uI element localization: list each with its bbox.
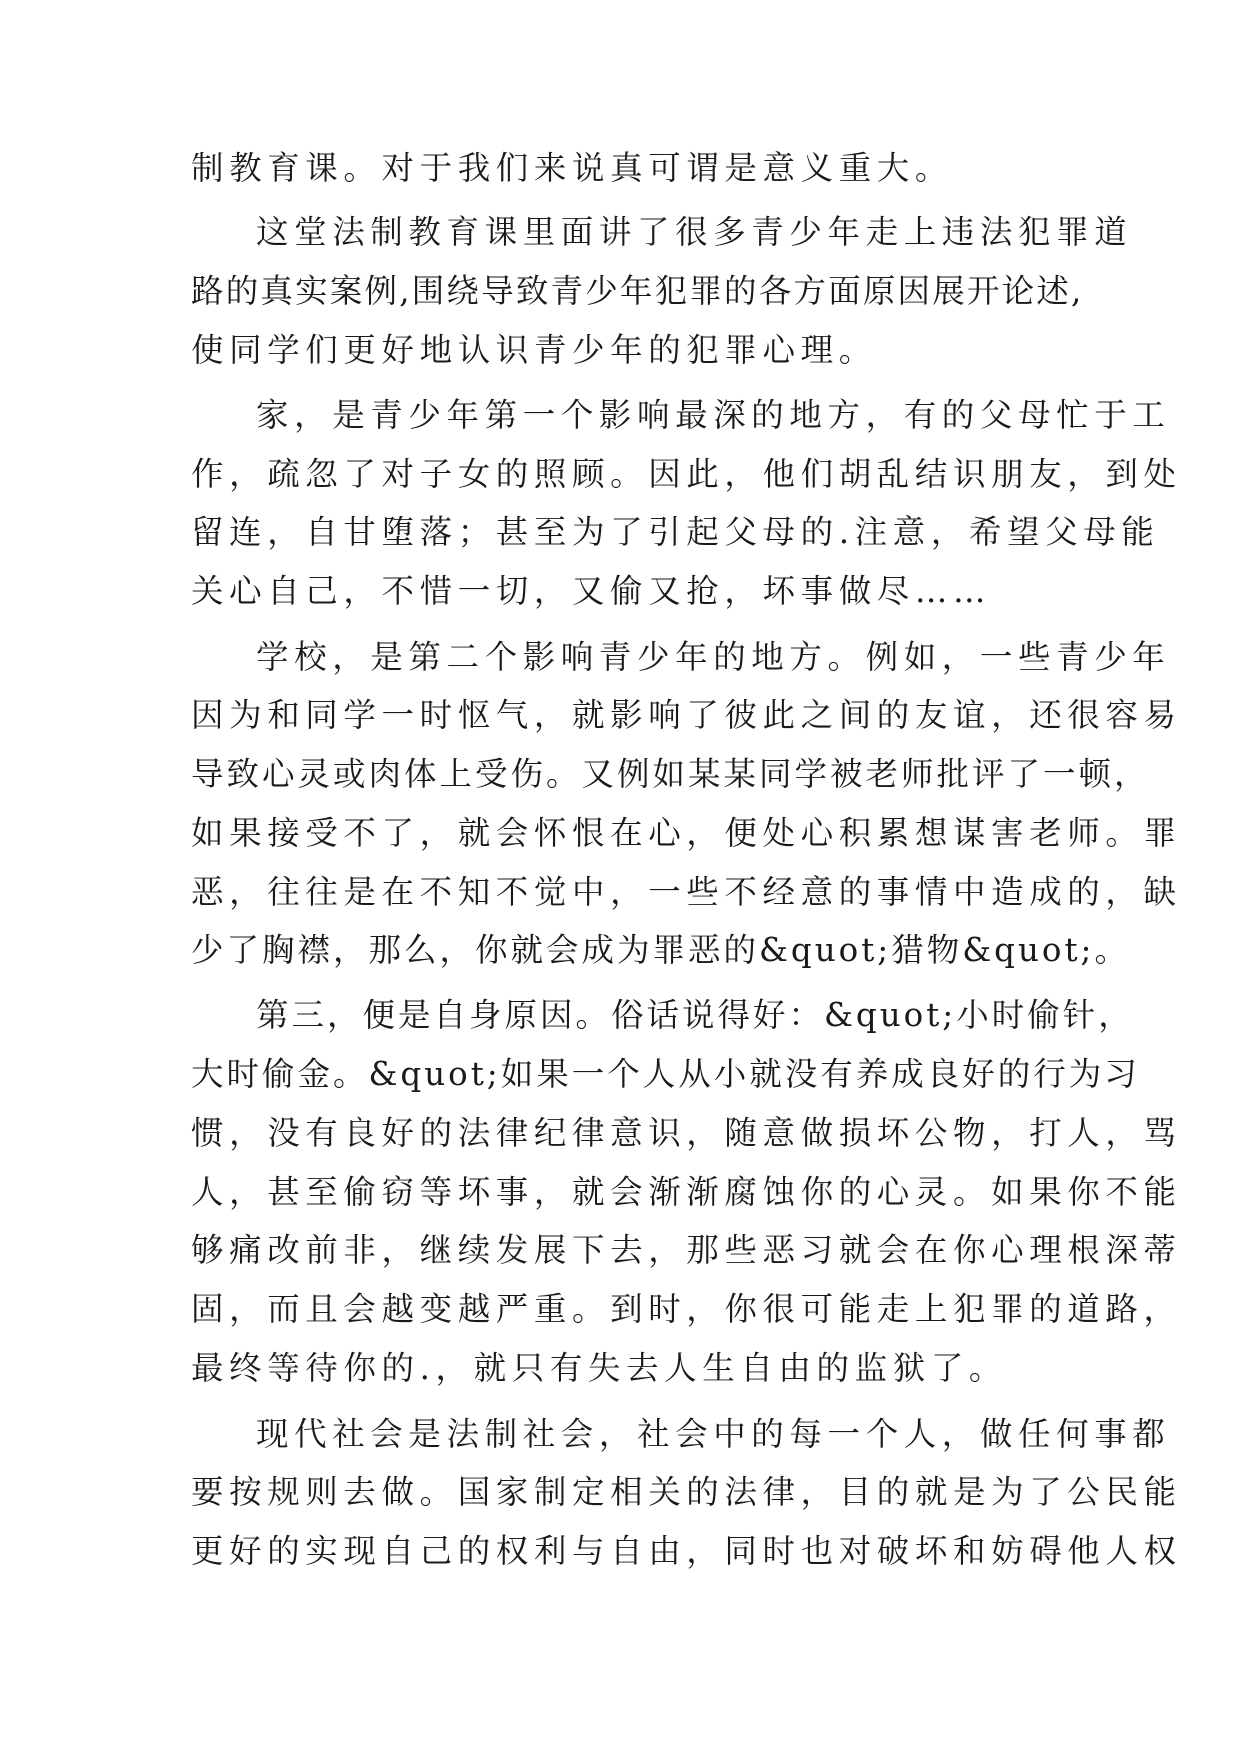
paragraph-line: 现代社会是法制社会，社会中的每一个人，做任何事都	[256, 1415, 1171, 1453]
paragraph-line: 导致心灵或肉体上受伤。又例如某某同学被老师批评了一顿，	[191, 755, 1150, 793]
paragraph-line: 惯，没有良好的法律纪律意识，随意做损坏公物，打人，骂	[191, 1114, 1182, 1152]
paragraph-line: 使同学们更好地认识青少年的犯罪心理。	[191, 331, 877, 369]
paragraph-line: 要按规则去做。国家制定相关的法律，目的就是为了公民能	[191, 1473, 1182, 1511]
paragraph-line: 最终等待你的.，就只有失去人生自由的监狱了。	[191, 1349, 1008, 1387]
paragraph-line: 家，是青少年第一个影响最深的地方，有的父母忙于工	[256, 396, 1171, 434]
paragraph-line: 留连，自甘堕落；甚至为了引起父母的.注意，希望父母能	[191, 513, 1160, 551]
paragraph-line: 制教育课。对于我们来说真可谓是意义重大。	[191, 149, 954, 187]
paragraph-line: 作，疏忽了对子女的照顾。因此，他们胡乱结识朋友，到处	[191, 455, 1182, 493]
paragraph-line: 够痛改前非，继续发展下去，那些恶习就会在你心理根深蒂	[191, 1231, 1182, 1269]
paragraph-line: 关心自己，不惜一切，又偷又抢，坏事做尽……	[191, 572, 992, 610]
paragraph-line: 少了胸襟，那么，你就会成为罪恶的&quot;猎物&quot;。	[191, 931, 1130, 969]
paragraph-line: 第三，便是自身原因。俗话说得好：&quot;小时偷针，	[256, 996, 1134, 1034]
paragraph-line: 这堂法制教育课里面讲了很多青少年走上违法犯罪道	[256, 213, 1133, 251]
paragraph-line: 如果接受不了，就会怀恨在心，便处心积累想谋害老师。罪	[191, 814, 1182, 852]
paragraph-line: 恶，往往是在不知不觉中，一些不经意的事情中造成的，缺	[191, 873, 1182, 911]
paragraph-line: 固，而且会越变越严重。到时，你很可能走上犯罪的道路，	[191, 1290, 1182, 1328]
paragraph-line: 人，甚至偷窃等坏事，就会渐渐腐蚀你的心灵。如果你不能	[191, 1173, 1182, 1211]
paragraph-line: 更好的实现自己的权利与自由，同时也对破坏和妨碍他人权	[191, 1532, 1182, 1570]
paragraph-line: 因为和同学一时怄气，就影响了彼此之间的友谊，还很容易	[191, 696, 1182, 734]
paragraph-line: 大时偷金。&quot;如果一个人从小就没有养成良好的行为习	[191, 1055, 1140, 1093]
paragraph-line: 路的真实案例,围绕导致青少年犯罪的各方面原因展开论述,	[191, 272, 1084, 310]
paragraph-line: 学校，是第二个影响青少年的地方。例如，一些青少年	[256, 638, 1171, 676]
